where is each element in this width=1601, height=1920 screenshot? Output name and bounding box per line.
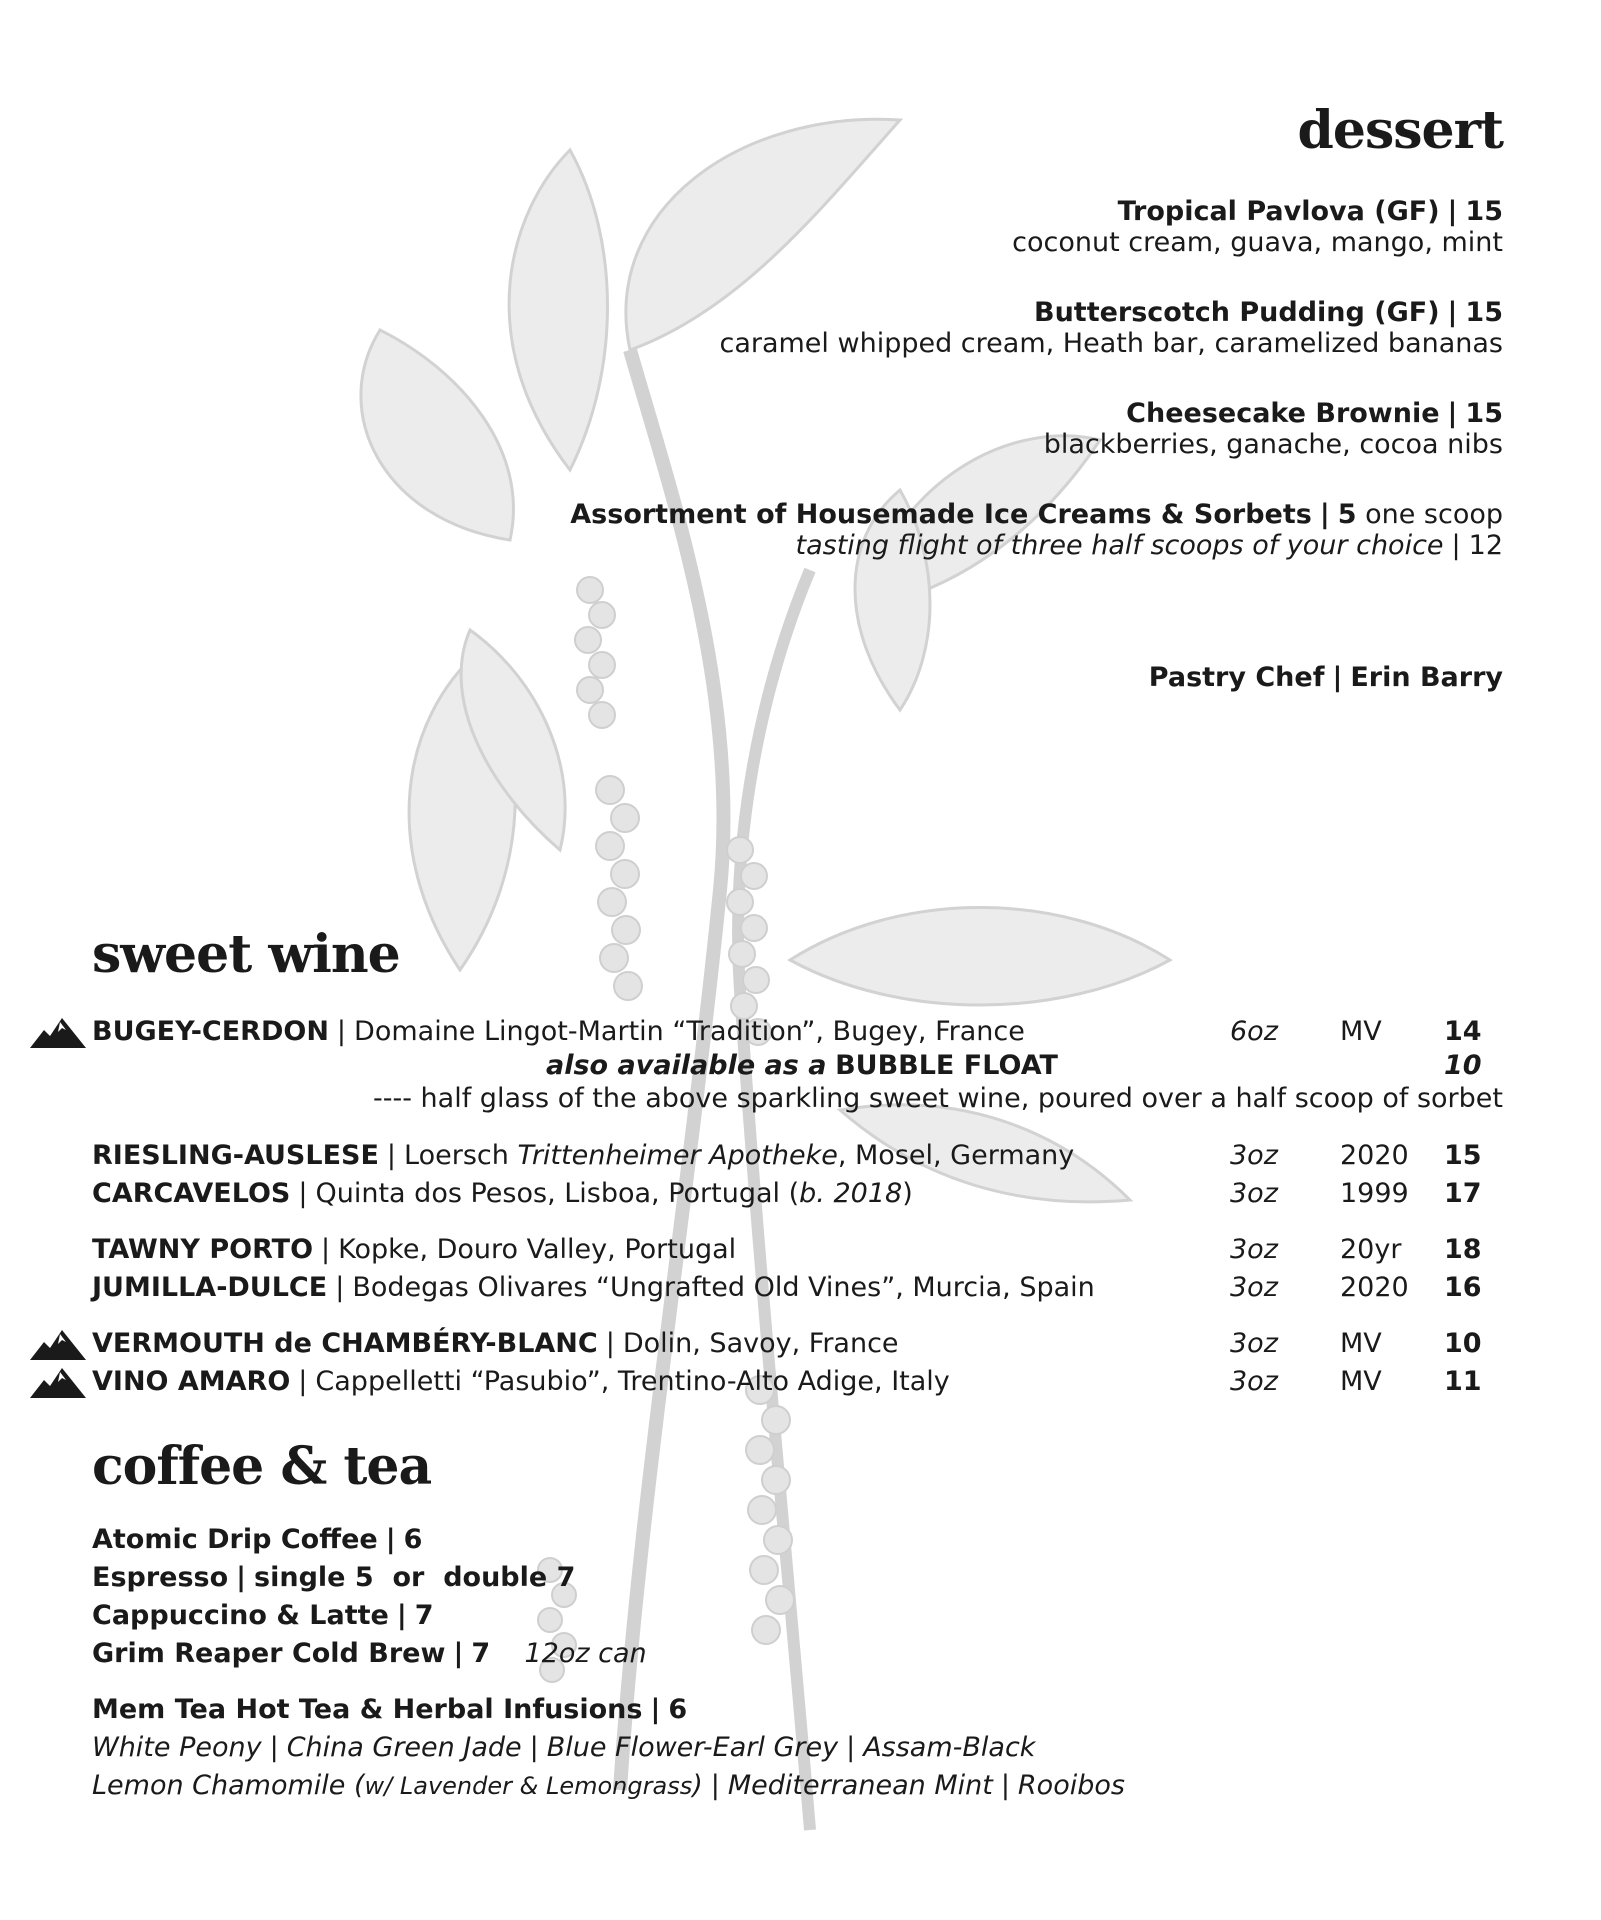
dessert-item — [719, 297, 1503, 359]
icecream-name: Assortment of Housemade Ice Creams & Sorbets — [570, 499, 1312, 530]
tea-price: 6 — [668, 1694, 688, 1725]
wine-row — [92, 1366, 1502, 1404]
wine-producer: Cappelletti “Pasubio”, Trentino-Alto Adige, Italy — [315, 1366, 950, 1397]
dessert-description: coconut cream, guava, mango, mint — [1012, 227, 1503, 258]
tea-option: Lemon Chamomile ( — [92, 1770, 365, 1801]
wine-row — [92, 1140, 1502, 1178]
separator: | — [1000, 1770, 1010, 1801]
wine-producer: Quinta dos Pesos, Lisboa, Portugal ( — [315, 1178, 800, 1209]
espresso-or: or — [392, 1562, 425, 1593]
wine-price: 16 — [1444, 1272, 1482, 1303]
wine-vintage: 2020 — [1340, 1272, 1409, 1303]
wine-row — [92, 1234, 1502, 1272]
float-name: BUBBLE FLOAT — [835, 1050, 1058, 1081]
tea-option-detail: w/ Lavender & Lemongrass — [364, 1772, 693, 1800]
separator: | — [385, 1524, 396, 1555]
separator: | — [298, 1366, 308, 1397]
separator: | — [605, 1328, 615, 1359]
chef-label: Pastry Chef — [1148, 662, 1325, 693]
tea-option: Mediterranean Mint — [727, 1770, 993, 1801]
wine-name: CARCAVELOS — [92, 1178, 291, 1209]
wine-name: RIESLING-AUSLESE — [92, 1140, 379, 1171]
dessert-item-title — [1044, 398, 1503, 429]
wine-price: 18 — [1444, 1234, 1482, 1265]
dessert-price: 15 — [1465, 196, 1503, 227]
separator: | — [335, 1272, 345, 1303]
coffee-item — [92, 1600, 434, 1631]
separator: | — [1332, 662, 1343, 693]
wine-name: JUMILLA-DULCE — [92, 1272, 328, 1303]
coffee-name: Cappuccino & Latte — [92, 1600, 389, 1631]
dessert-description: blackberries, ganache, cocoa nibs — [1043, 429, 1503, 460]
separator: | — [1451, 530, 1461, 561]
tea-list — [92, 1732, 1035, 1763]
wine-region: , Mosel, Germany — [837, 1140, 1075, 1171]
wine-price: 11 — [1444, 1366, 1482, 1397]
wine-vintage: 1999 — [1340, 1178, 1409, 1209]
dessert-item-title — [719, 297, 1503, 328]
icecream-flight — [570, 530, 1503, 561]
flight-price: 12 — [1468, 530, 1503, 561]
wine-price: 10 — [1444, 1328, 1482, 1359]
coffee-price: 6 — [403, 1524, 423, 1555]
chef-name: Erin Barry — [1350, 662, 1503, 693]
flight-description: tasting flight of three half scoops of your choice — [795, 530, 1444, 561]
wine-size: 3oz — [1230, 1366, 1278, 1397]
wine-size: 3oz — [1230, 1178, 1278, 1209]
wine-vintage: MV — [1340, 1016, 1382, 1047]
float-price: 10 — [1444, 1050, 1482, 1081]
dessert-price: 15 — [1465, 398, 1503, 429]
separator: | — [1447, 398, 1458, 429]
wine-name: BUGEY-CERDON — [92, 1016, 329, 1047]
pastry-chef-credit — [1149, 662, 1503, 693]
wine-producer: Domaine Lingot-Martin “Tradition”, Bugey, France — [354, 1016, 1025, 1047]
wine-producer: Loersch — [404, 1140, 518, 1171]
icecream-title — [570, 499, 1503, 530]
wine-producer: Bodegas Olivares “Ungrafted Old Vines”, Murcia, Spain — [352, 1272, 1095, 1303]
dessert-item-title — [1012, 196, 1503, 227]
mountain-icon — [30, 1016, 86, 1048]
separator: | — [846, 1732, 856, 1763]
wine-row — [92, 1328, 1502, 1366]
wine-vintage: MV — [1340, 1366, 1382, 1397]
tea-option: Blue Flower-Earl Grey — [546, 1732, 839, 1763]
icecream-item — [570, 499, 1503, 561]
wine-bottled: b. 2018 — [799, 1178, 903, 1209]
mountain-icon — [30, 1328, 86, 1360]
separator: | — [1319, 499, 1330, 530]
coffee-tea-heading: coffee & tea — [92, 1436, 432, 1497]
coldbrew-note: 12oz can — [524, 1638, 647, 1669]
espresso-double: double 7 — [443, 1562, 576, 1593]
dessert-heading: dessert — [1297, 100, 1503, 161]
separator: | — [336, 1016, 347, 1047]
separator: | — [236, 1562, 247, 1593]
icecream-price: 5 — [1337, 499, 1357, 530]
sweet-wine-heading: sweet wine — [92, 924, 400, 985]
coffee-name: Grim Reaper Cold Brew — [92, 1638, 446, 1669]
wine-price: 14 — [1444, 1016, 1482, 1047]
coffee-price: 7 — [471, 1638, 491, 1669]
wine-size: 3oz — [1230, 1140, 1278, 1171]
wine-row — [92, 1016, 1502, 1054]
icecream-note: one scoop — [1365, 499, 1503, 530]
dessert-name: Butterscotch Pudding (GF) — [1033, 297, 1440, 328]
coffee-item — [92, 1638, 647, 1669]
coffee-price: 7 — [414, 1600, 434, 1631]
wine-producer: Kopke, Douro Valley, Portugal — [338, 1234, 737, 1265]
separator: | — [1447, 297, 1458, 328]
dessert-item — [1012, 196, 1503, 258]
espresso-single: single 5 — [254, 1562, 374, 1593]
wine-price: 17 — [1444, 1178, 1482, 1209]
wine-name: VERMOUTH de CHAMBÉRY-BLANC — [92, 1328, 598, 1359]
wine-size: 3oz — [1230, 1234, 1278, 1265]
tea-option: Rooibos — [1017, 1770, 1125, 1801]
separator: | — [396, 1600, 407, 1631]
dessert-name: Cheesecake Brownie — [1126, 398, 1440, 429]
dessert-description: caramel whipped cream, Heath bar, caramelized bananas — [719, 328, 1503, 359]
separator: | — [650, 1694, 661, 1725]
tea-option-end: ) — [692, 1770, 703, 1801]
wine-row — [92, 1178, 1502, 1216]
mountain-icon — [30, 1366, 86, 1398]
coffee-item — [92, 1562, 575, 1593]
wine-vintage: MV — [1340, 1328, 1382, 1359]
wine-size: 3oz — [1230, 1272, 1278, 1303]
dessert-name: Tropical Pavlova (GF) — [1117, 196, 1440, 227]
separator: | — [1447, 196, 1458, 227]
wine-producer-end: ) — [902, 1178, 913, 1209]
float-description: ---- half glass of the above sparkling sweet wine, poured over a half scoop of sorbet — [373, 1083, 1503, 1114]
tea-option: Assam-Black — [863, 1732, 1036, 1763]
wine-name: TAWNY PORTO — [92, 1234, 314, 1265]
separator: | — [529, 1732, 539, 1763]
dessert-item — [1044, 398, 1503, 460]
wine-vintage: 20yr — [1340, 1234, 1402, 1265]
separator: | — [710, 1770, 720, 1801]
wine-row — [92, 1272, 1502, 1310]
separator: | — [386, 1140, 397, 1171]
separator: | — [453, 1638, 464, 1669]
tea-item — [92, 1694, 687, 1725]
float-lead: also available as a — [546, 1050, 827, 1081]
bubble-float-line — [546, 1050, 1058, 1081]
wine-size: 3oz — [1230, 1328, 1278, 1359]
coffee-item — [92, 1524, 422, 1555]
wine-vintage: 2020 — [1340, 1140, 1409, 1171]
wine-name: VINO AMARO — [92, 1366, 291, 1397]
tea-list — [92, 1770, 1125, 1801]
wine-size: 6oz — [1230, 1016, 1278, 1047]
separator: | — [269, 1732, 279, 1763]
separator: | — [298, 1178, 308, 1209]
tea-option: White Peony — [92, 1732, 262, 1763]
coffee-name: Atomic Drip Coffee — [92, 1524, 378, 1555]
tea-option: China Green Jade — [286, 1732, 522, 1763]
tea-name: Mem Tea Hot Tea & Herbal Infusions — [92, 1694, 643, 1725]
separator: | — [321, 1234, 331, 1265]
dessert-price: 15 — [1465, 297, 1503, 328]
wine-producer: Dolin, Savoy, France — [622, 1328, 899, 1359]
coffee-name: Espresso — [92, 1562, 229, 1593]
wine-price: 15 — [1444, 1140, 1482, 1171]
wine-vineyard: Trittenheimer Apotheke — [517, 1140, 838, 1171]
